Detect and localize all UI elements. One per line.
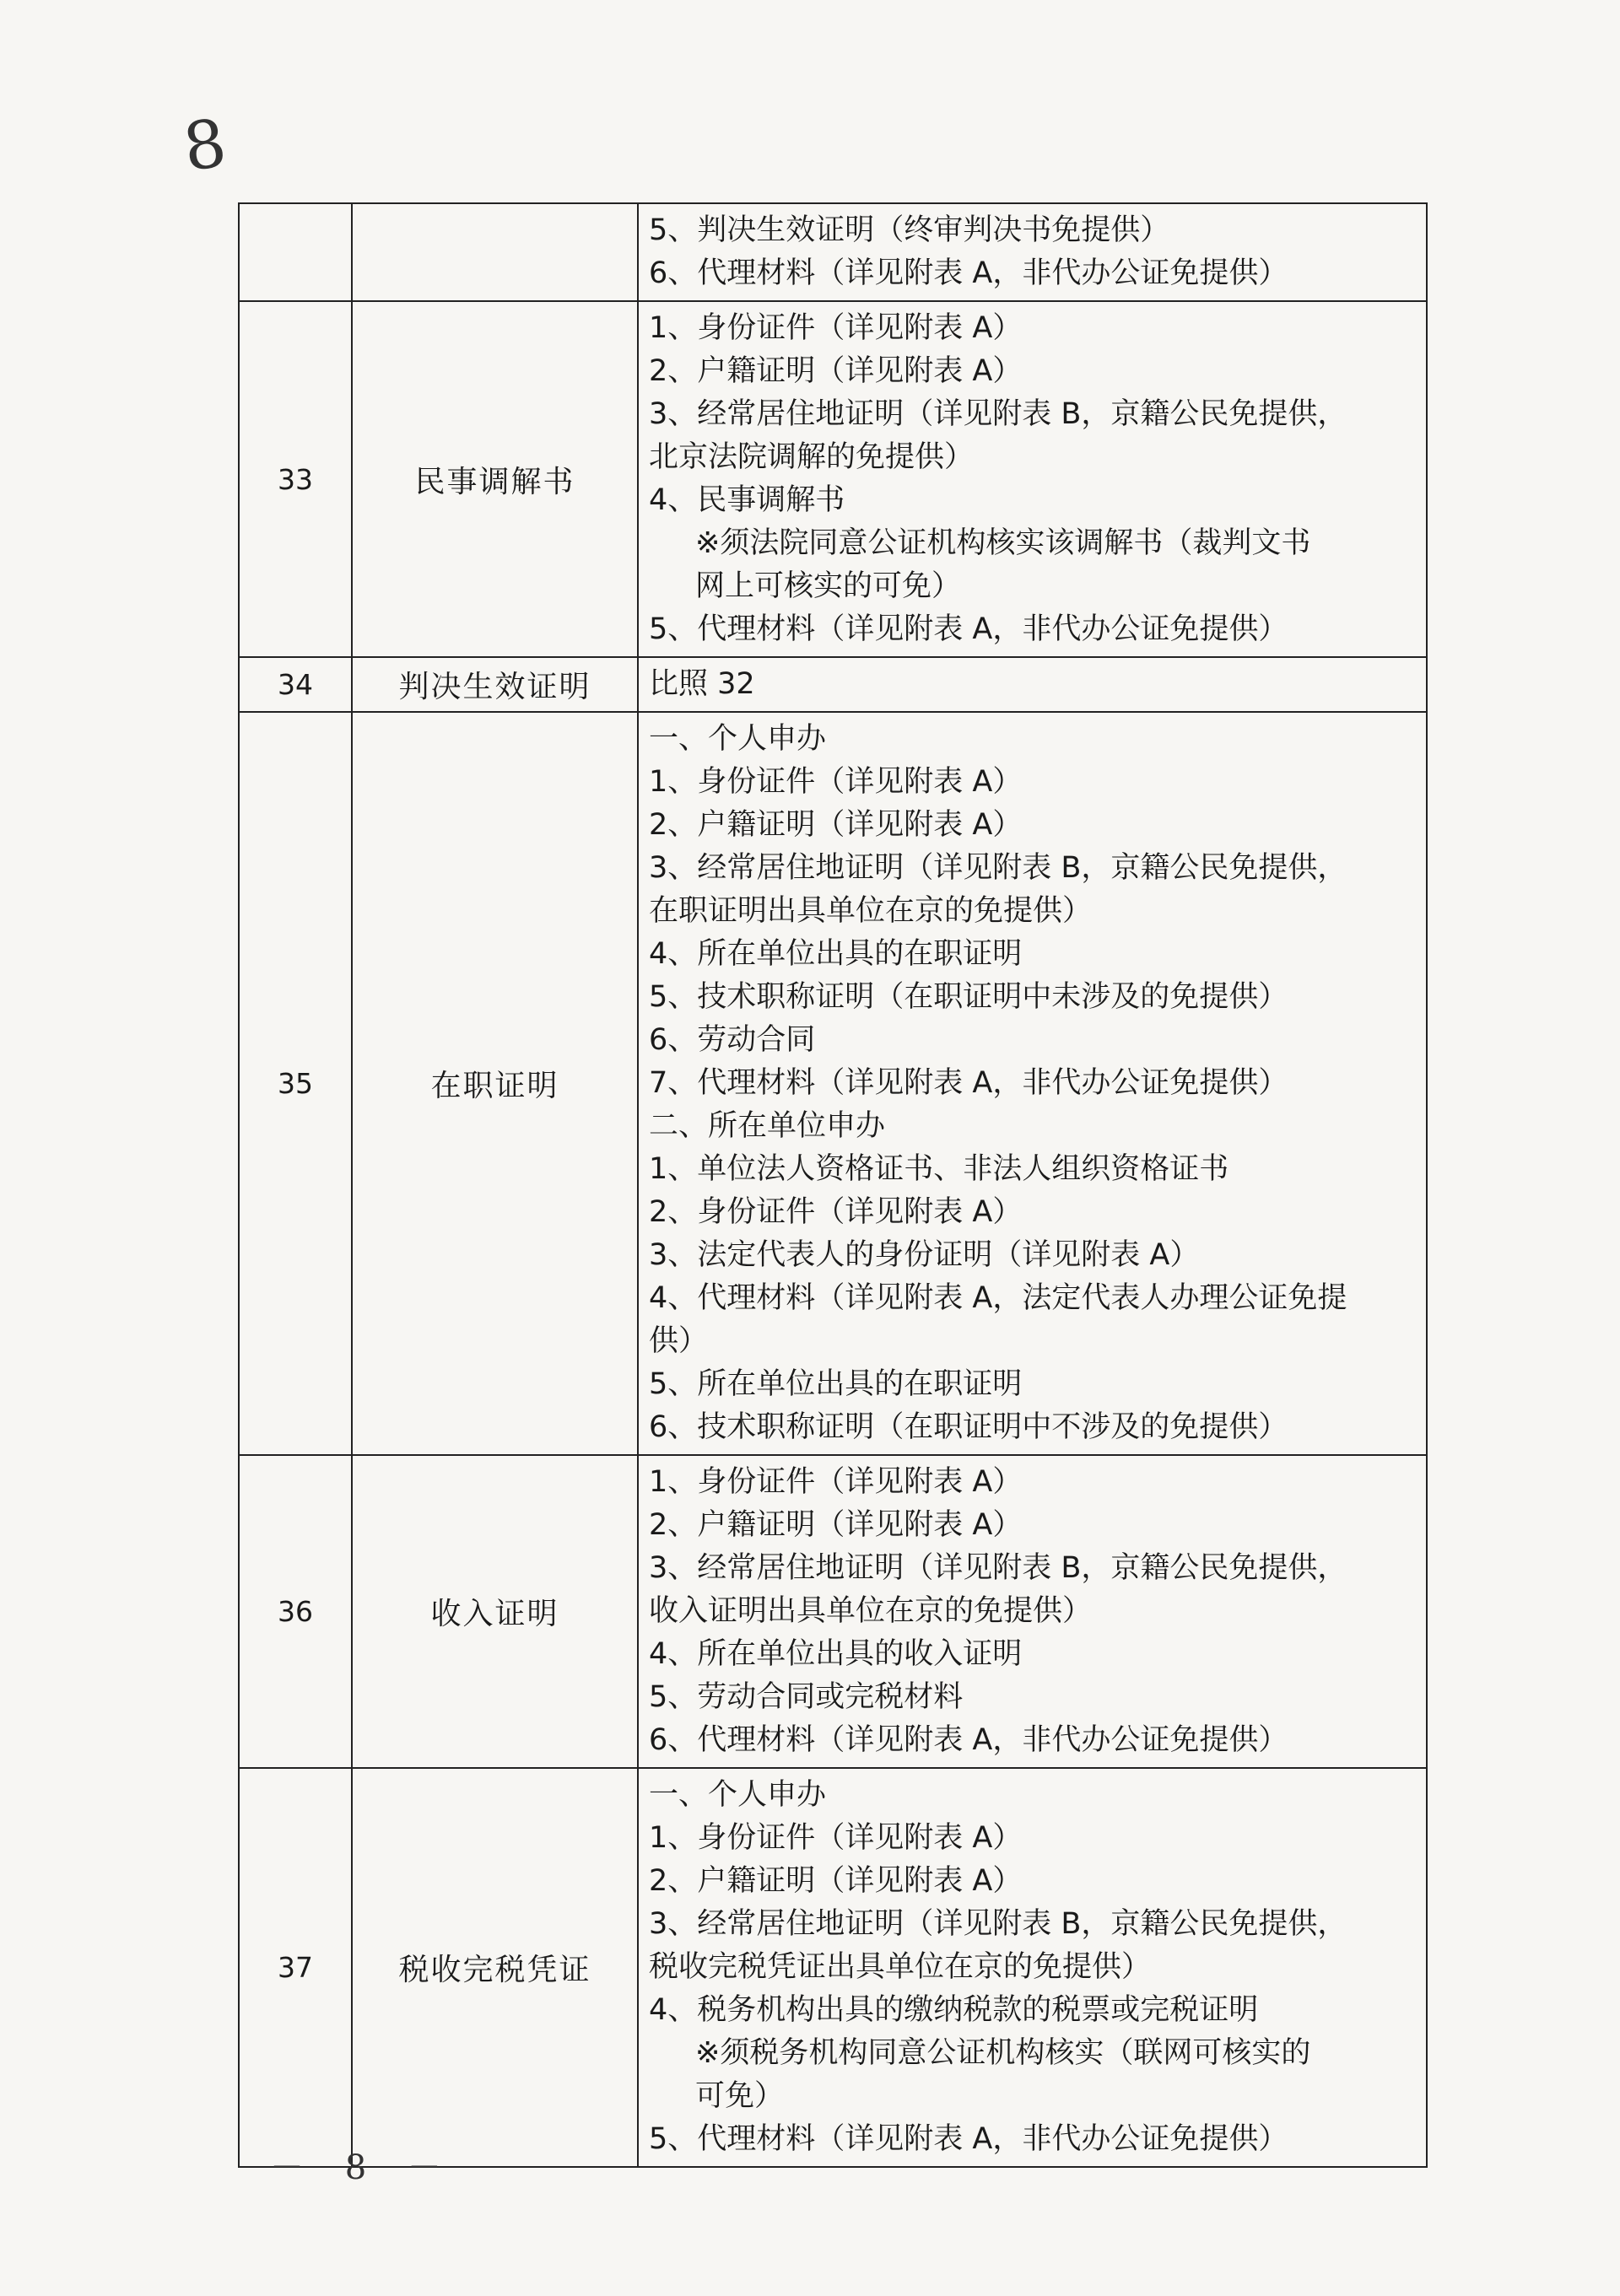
requirement-line: 比照 32 (649, 667, 755, 701)
requirement-note-line: ※须税务机构同意公证机构核实（联网可核实的 (695, 2036, 1311, 2070)
requirement-line: 6、劳动合同 (649, 1023, 816, 1057)
requirement-line: 5、技术职称证明（在职证明中未涉及的免提供） (649, 980, 1288, 1014)
requirement-line: 4、所在单位出具的收入证明 (649, 1637, 1023, 1671)
item-number-cell: 33 (239, 301, 352, 657)
requirement-note-line: 可免） (695, 2079, 785, 2113)
requirement-line: 7、代理材料（详见附表 A，非代办公证免提供） (649, 1066, 1288, 1100)
notary-item-name-cell: 判决生效证明 (352, 657, 638, 712)
requirement-line: 3、法定代表人的身份证明（详见附表 A） (649, 1238, 1200, 1272)
requirements-table (238, 202, 1428, 2168)
table-row (239, 712, 1427, 1455)
requirement-line: 6、技术职称证明（在职证明中不涉及的免提供） (649, 1410, 1288, 1444)
requirement-line: 5、劳动合同或完税材料 (649, 1680, 964, 1714)
notary-item-name-cell: 在职证明 (352, 712, 638, 1455)
item-number-cell: 34 (239, 657, 352, 712)
requirement-line: 收入证明出具单位在京的免提供） (649, 1594, 1093, 1628)
notary-item-name-cell: 税收完税凭证 (352, 1768, 638, 2167)
requirement-line: 1、身份证件（详见附表 A） (649, 1465, 1023, 1499)
required-materials-cell (638, 1455, 1427, 1768)
requirement-line: 3、经常居住地证明（详见附表 B，京籍公民免提供， (649, 1551, 1347, 1585)
requirement-line: 2、户籍证明（详见附表 A） (649, 1864, 1023, 1898)
requirement-line: 二、所在单位申办 (649, 1109, 886, 1143)
requirement-line: 2、户籍证明（详见附表 A） (649, 1508, 1023, 1542)
requirement-line: 1、身份证件（详见附表 A） (649, 1821, 1023, 1855)
handwritten-page-mark: 8 (178, 105, 231, 187)
requirement-line: 1、单位法人资格证书、非法人组织资格证书 (649, 1152, 1229, 1186)
requirement-line: 3、经常居住地证明（详见附表 B，京籍公民免提供， (649, 851, 1347, 885)
notary-item-name-cell (352, 203, 638, 301)
table-row (239, 203, 1427, 301)
requirement-line: 3、经常居住地证明（详见附表 B，京籍公民免提供， (649, 397, 1347, 431)
requirement-line: 2、户籍证明（详见附表 A） (649, 354, 1023, 388)
requirement-line: 3、经常居住地证明（详见附表 B，京籍公民免提供， (649, 1907, 1347, 1941)
notary-item-name-cell: 民事调解书 (352, 301, 638, 657)
requirement-line: 5、代理材料（详见附表 A，非代办公证免提供） (649, 2122, 1288, 2156)
requirement-line: 在职证明出具单位在京的免提供） (649, 894, 1093, 928)
table-row (239, 1768, 1427, 2167)
item-number-cell: 36 (239, 1455, 352, 1768)
requirement-line: 2、户籍证明（详见附表 A） (649, 808, 1023, 842)
requirement-line: 5、所在单位出具的在职证明 (649, 1367, 1023, 1401)
requirement-line: 6、代理材料（详见附表 A，非代办公证免提供） (649, 256, 1288, 290)
requirement-line: 4、代理材料（详见附表 A，法定代表人办理公证免提 (649, 1281, 1347, 1315)
requirement-line: 6、代理材料（详见附表 A，非代办公证免提供） (649, 1723, 1288, 1757)
required-materials-cell (638, 301, 1427, 657)
requirement-line: 4、民事调解书 (649, 483, 845, 517)
requirement-line: 1、身份证件（详见附表 A） (649, 311, 1023, 345)
page-number-footer: － 8 － (270, 2148, 456, 2187)
requirements-table-body (239, 203, 1427, 2167)
requirement-line: 2、身份证件（详见附表 A） (649, 1195, 1023, 1229)
requirement-line: 1、身份证件（详见附表 A） (649, 765, 1023, 799)
requirement-line: 一、个人申办 (649, 1778, 827, 1812)
item-number-cell: 35 (239, 712, 352, 1455)
requirement-line: 5、代理材料（详见附表 A，非代办公证免提供） (649, 612, 1288, 646)
requirement-line: 4、税务机构出具的缴纳税款的税票或完税证明 (649, 1993, 1259, 2027)
requirement-line: 5、判决生效证明（终审判决书免提供） (649, 213, 1170, 247)
requirement-line: 税收完税凭证出具单位在京的免提供） (649, 1950, 1152, 1984)
required-materials-cell (638, 657, 1427, 712)
required-materials-cell (638, 712, 1427, 1455)
requirement-line: 供） (649, 1324, 709, 1358)
requirement-line: 4、所在单位出具的在职证明 (649, 937, 1023, 971)
item-number-cell (239, 203, 352, 301)
requirement-line: 一、个人申办 (649, 722, 827, 756)
requirement-note-line: 网上可核实的可免） (695, 569, 962, 603)
required-materials-cell (638, 1768, 1427, 2167)
requirement-note-line: ※须法院同意公证机构核实该调解书（裁判文书 (695, 526, 1311, 560)
requirement-line: 北京法院调解的免提供） (649, 440, 975, 474)
table-row (239, 301, 1427, 657)
required-materials-cell (638, 203, 1427, 301)
table-row (239, 657, 1427, 712)
item-number-cell: 37 (239, 1768, 352, 2167)
notary-item-name-cell: 收入证明 (352, 1455, 638, 1768)
table-row (239, 1455, 1427, 1768)
